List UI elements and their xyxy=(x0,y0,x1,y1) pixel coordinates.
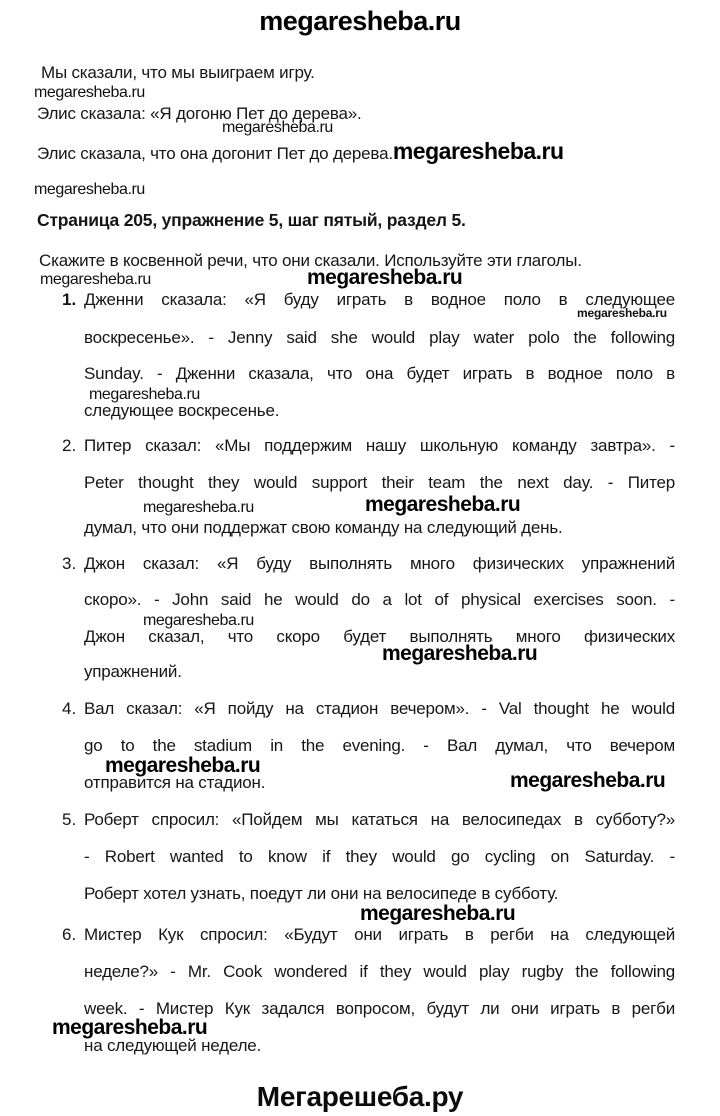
list-number: 2. xyxy=(62,436,77,455)
exercise-line: week. - Мистер Кук задался вопросом, будут ли они играть в регби xyxy=(84,999,675,1018)
list-number: 3. xyxy=(62,554,77,573)
exercise-line: Sunday. - Дженни сказала, что она будет играть в водное поло в xyxy=(84,364,675,383)
intro-line: Элис сказала: «Я догоню Пет до дерева». xyxy=(37,104,362,123)
watermark-megaresheba: megaresheba.ru xyxy=(577,306,667,320)
watermark-megaresheba: megaresheba.ru xyxy=(52,1016,208,1039)
watermark-megaresheba: megaresheba.ru xyxy=(365,493,521,516)
watermark-megaresheba: megaresheba.ru xyxy=(222,119,333,136)
page-title: megaresheba.ru xyxy=(259,6,461,36)
exercise-line: Джон сказал, что скоро будет выполнять много физических xyxy=(84,627,675,646)
exercise-line: go to the stadium in the evening. - Вал думал, что вечером xyxy=(84,736,675,755)
intro-line: Мы сказали, что мы выиграем игру. xyxy=(41,63,315,82)
list-number: 6. xyxy=(62,925,77,944)
watermark-megaresheba: megaresheba.ru xyxy=(382,642,538,665)
section-heading: Страница 205, упражнение 5, шаг пятый, раздел 5. xyxy=(37,210,466,230)
exercise-line: скоро». - John said he would do a lot of physical exercises soon. - xyxy=(84,590,675,609)
exercise-line: Мистер Кук спросил: «Будут они играть в регби на следующей xyxy=(84,925,675,944)
exercise-line: Peter thought they would support their team the next day. - Питер xyxy=(84,473,675,492)
exercise-line: Джон сказал: «Я буду выполнять много физических упражнений xyxy=(84,554,675,573)
exercise-line: Дженни сказала: «Я буду играть в водное поло в следующее xyxy=(84,290,675,309)
list-number: 1. xyxy=(62,290,77,309)
footer-brand: Мегарешеба.ру xyxy=(256,1081,464,1112)
watermark-megaresheba: megaresheba.ru xyxy=(392,138,564,164)
list-number: 5. xyxy=(62,810,77,829)
watermark-megaresheba: megaresheba.ru xyxy=(143,499,254,516)
exercise-line: неделе?» - Mr. Cook wondered if they would play rugby the following xyxy=(84,962,675,981)
exercise-line: Роберт хотел узнать, поедут ли они на велосипеде в субботу. xyxy=(84,884,559,903)
exercise-line: воскресенье». - Jenny said she would play water polo the following xyxy=(84,328,675,347)
exercise-line: Питер сказал: «Мы поддержим нашу школьную команду завтра». - xyxy=(84,436,675,455)
exercise-line: Вал сказал: «Я пойду на стадион вечером». - Val thought he would xyxy=(84,699,675,718)
watermark-megaresheba: megaresheba.ru xyxy=(510,769,666,792)
watermark-megaresheba: megaresheba.ru xyxy=(105,754,261,777)
exercise-line: на следующей неделе. xyxy=(84,1036,262,1055)
exercise-line: отправится на стадион. xyxy=(84,773,266,792)
exercise-line: Роберт спросил: «Пойдем мы кататься на велосипедах в субботу?» xyxy=(84,810,675,829)
watermark-megaresheba: megaresheba.ru xyxy=(360,902,516,925)
watermark-megaresheba: megaresheba.ru xyxy=(89,386,200,403)
exercise-line: думал, что они поддержат свою команду на следующий день. xyxy=(84,518,563,537)
exercise-line: упражнений. xyxy=(84,662,182,681)
section-instruction: Скажите в косвенной речи, что они сказали. Используйте эти глаголы. xyxy=(39,251,582,270)
intro-line-text: Элис сказала, что она догонит Пет до дерева. xyxy=(37,144,393,163)
watermark-megaresheba: megaresheba.ru xyxy=(40,271,151,288)
exercise-line: - Robert wanted to know if they would go cycling on Saturday. - xyxy=(84,847,675,866)
list-number: 4. xyxy=(62,699,77,718)
exercise-line: следующее воскресенье. xyxy=(84,401,280,420)
watermark-megaresheba: megaresheba.ru xyxy=(34,181,145,198)
watermark-megaresheba: megaresheba.ru xyxy=(307,266,463,289)
watermark-megaresheba: megaresheba.ru xyxy=(143,612,254,629)
intro-line xyxy=(37,140,564,165)
watermark-megaresheba: megaresheba.ru xyxy=(34,84,145,101)
